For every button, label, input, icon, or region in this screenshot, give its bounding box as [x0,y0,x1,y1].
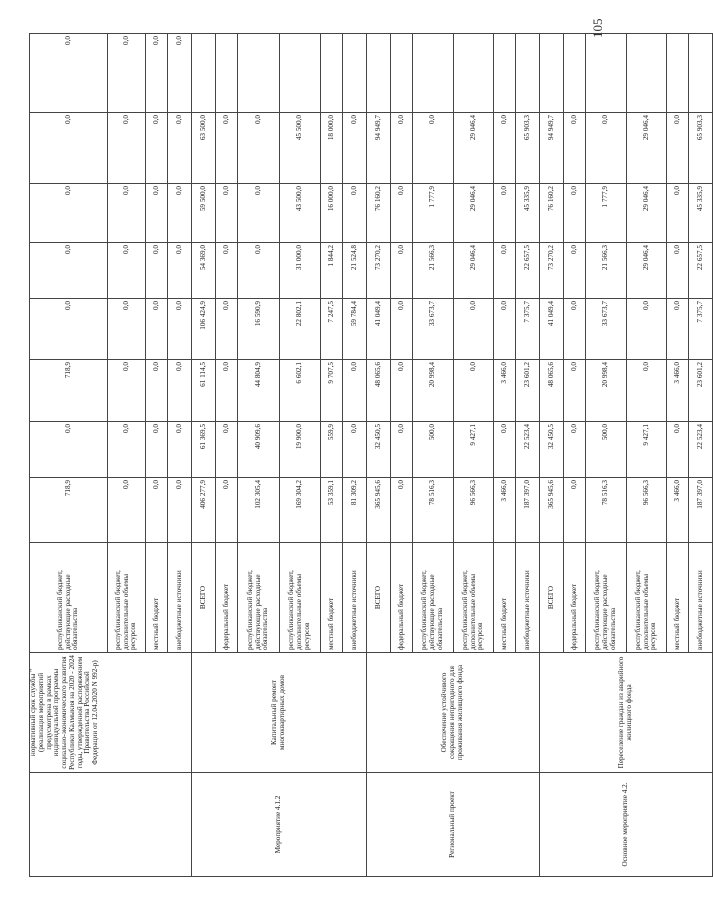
funding-source-cell: внебюджетные источники [343,543,367,653]
value-cell [564,34,586,113]
table-row [367,34,391,877]
value-cell [586,34,627,113]
value-cell [192,34,216,113]
value-cell: 32 450,5 [540,422,564,478]
rotated-table-container [29,34,704,877]
value-cell: 0,0 [413,113,454,184]
value-cell: 0,0 [146,113,168,184]
value-cell: 0,0 [216,113,238,184]
value-cell: 0,0 [30,184,108,243]
value-cell [627,34,667,113]
value-cell: 0,0 [391,113,413,184]
value-cell: 0,0 [627,360,667,422]
value-cell: 0,0 [391,478,413,543]
value-cell: 81 309,2 [343,478,367,543]
value-cell: 0,0 [564,360,586,422]
funding-source-cell: местный бюджет [667,543,689,653]
value-cell: 0,0 [391,422,413,478]
value-cell: 0,0 [627,299,667,360]
value-cell [238,34,280,113]
value-cell: 22 523,4 [516,422,540,478]
value-cell [454,34,494,113]
value-cell: 3 466,0 [667,478,689,543]
value-cell: 0,0 [586,113,627,184]
value-cell [280,34,321,113]
value-cell [516,34,540,113]
value-cell: 9 427,1 [627,422,667,478]
value-cell: 59 500,0 [192,184,216,243]
value-cell: 96 566,3 [454,478,494,543]
value-cell: 500,0 [586,422,627,478]
budget-table [29,33,713,877]
funding-source-cell: республиканский бюджет, действующие расходные обязательства [413,543,454,653]
value-cell: 20 998,4 [586,360,627,422]
funding-source-cell: республиканский бюджет, действующие расходные обязательства [30,543,108,653]
activity-name-cell: Капитальный ремонт многоквартирных домов [192,653,367,773]
value-cell: 7 375,7 [689,299,713,360]
value-cell: 73 270,2 [540,243,564,299]
value-cell: 3 466,0 [667,360,689,422]
activity-name-cell: нормативный срок службы "(реализация мероприятий предусмотрена в рамках индивидуальной программы социально-экономического развития Республики Калмыкия на 2020 - 2024 годы, утвержденной распоряжением Правительства Российской Федерации от 12.04.2020 N 992-р) [30,653,192,773]
value-cell: 0,0 [564,184,586,243]
funding-source-cell: федеральный бюджет [564,543,586,653]
value-cell: 0,0 [667,184,689,243]
value-cell: 29 046,4 [454,113,494,184]
value-cell: 0,0 [146,243,168,299]
value-cell: 61 114,5 [192,360,216,422]
value-cell: 33 673,7 [413,299,454,360]
funding-source-cell: федеральный бюджет [216,543,238,653]
table-row [192,34,216,877]
activity-name-cell: Переселение граждан из аварийного жилищного фонда [540,653,713,773]
value-cell: 0,0 [108,360,146,422]
value-cell: 0,0 [146,360,168,422]
value-cell: 0,0 [216,299,238,360]
value-cell: 0,0 [238,184,280,243]
value-cell: 59 784,4 [343,299,367,360]
value-cell: 29 046,4 [627,243,667,299]
value-cell: 22 657,5 [516,243,540,299]
value-cell: 45 500,0 [280,113,321,184]
value-cell: 0,0 [216,478,238,543]
value-cell: 0,0 [146,34,168,113]
value-cell: 0,0 [108,243,146,299]
value-cell [540,34,564,113]
value-cell: 21 524,8 [343,243,367,299]
value-cell [216,34,238,113]
value-cell: 29 046,4 [454,184,494,243]
value-cell: 0,0 [168,184,192,243]
activity-code-cell: Мероприятие 4.1.2 [192,773,367,877]
value-cell: 3 466,0 [494,478,516,543]
value-cell [367,34,391,113]
value-cell: 0,0 [564,113,586,184]
value-cell: 0,0 [667,422,689,478]
value-cell: 23 601,2 [689,360,713,422]
value-cell: 0,0 [108,113,146,184]
funding-source-cell: республиканский бюджет, действующие расходные обязательства [238,543,280,653]
value-cell [343,34,367,113]
value-cell: 1 844,2 [321,243,343,299]
value-cell: 0,0 [146,422,168,478]
value-cell: 7 375,7 [516,299,540,360]
value-cell: 0,0 [391,360,413,422]
value-cell: 16 590,9 [238,299,280,360]
value-cell: 0,0 [30,243,108,299]
value-cell: 31 000,0 [280,243,321,299]
value-cell: 0,0 [168,360,192,422]
value-cell: 1 777,9 [586,184,627,243]
value-cell: 0,0 [667,299,689,360]
value-cell: 21 566,3 [586,243,627,299]
value-cell: 9 427,1 [454,422,494,478]
value-cell: 0,0 [108,478,146,543]
value-cell: 0,0 [391,243,413,299]
value-cell: 0,0 [146,478,168,543]
value-cell: 187 397,0 [516,478,540,543]
value-cell: 106 424,9 [192,299,216,360]
value-cell: 0,0 [168,299,192,360]
funding-source-cell: республиканский бюджет, дополнительные объемы ресурсов [627,543,667,653]
value-cell: 20 998,4 [413,360,454,422]
value-cell: 29 046,4 [454,243,494,299]
value-cell: 48 065,6 [367,360,391,422]
value-cell: 0,0 [146,184,168,243]
value-cell: 76 160,2 [540,184,564,243]
value-cell [494,34,516,113]
value-cell: 29 046,4 [627,184,667,243]
value-cell: 102 305,4 [238,478,280,543]
value-cell: 0,0 [216,243,238,299]
funding-source-cell: местный бюджет [146,543,168,653]
page-number: 105 [590,18,605,38]
value-cell: 41 049,4 [367,299,391,360]
value-cell: 0,0 [108,184,146,243]
funding-source-cell: республиканский бюджет, дополнительные объемы ресурсов [108,543,146,653]
activity-code-cell: Региональный проект [367,773,540,877]
value-cell: 406 277,9 [192,478,216,543]
value-cell: 94 949,7 [367,113,391,184]
value-cell: 48 065,6 [540,360,564,422]
value-cell: 23 601,2 [516,360,540,422]
value-cell: 718,9 [30,360,108,422]
value-cell: 0,0 [343,360,367,422]
value-cell: 6 602,1 [280,360,321,422]
funding-source-cell: республиканский бюджет, дополнительные объемы ресурсов [280,543,321,653]
funding-source-cell: внебюджетные источники [168,543,192,653]
value-cell: 365 945,6 [367,478,391,543]
value-cell: 33 673,7 [586,299,627,360]
value-cell: 65 903,3 [516,113,540,184]
activity-name-cell: Обеспечение устойчивого сокращения непригодного для проживания жилищного фонда [367,653,540,773]
value-cell: 0,0 [494,184,516,243]
value-cell: 365 945,6 [540,478,564,543]
value-cell: 54 369,0 [192,243,216,299]
value-cell: 45 335,9 [689,184,713,243]
value-cell: 76 160,2 [367,184,391,243]
value-cell: 0,0 [391,299,413,360]
funding-source-cell: ВСЕГО [540,543,564,653]
value-cell: 0,0 [216,422,238,478]
value-cell: 500,0 [413,422,454,478]
value-cell [321,34,343,113]
value-cell: 29 046,4 [627,113,667,184]
value-cell: 22 523,4 [689,422,713,478]
value-cell: 0,0 [168,34,192,113]
value-cell: 0,0 [494,243,516,299]
table-row [540,34,564,877]
value-cell: 718,9 [30,478,108,543]
value-cell: 0,0 [564,299,586,360]
table-row [30,34,108,877]
value-cell: 0,0 [667,243,689,299]
value-cell: 61 369,5 [192,422,216,478]
funding-source-cell: федеральный бюджет [391,543,413,653]
value-cell: 41 049,4 [540,299,564,360]
value-cell: 22 657,5 [689,243,713,299]
value-cell: 0,0 [108,422,146,478]
value-cell: 0,0 [564,422,586,478]
value-cell: 16 000,0 [321,184,343,243]
value-cell: 65 903,3 [689,113,713,184]
value-cell: 63 500,0 [192,113,216,184]
value-cell: 96 566,3 [627,478,667,543]
value-cell: 0,0 [168,243,192,299]
value-cell: 0,0 [667,113,689,184]
value-cell: 0,0 [564,243,586,299]
funding-source-cell: местный бюджет [321,543,343,653]
value-cell: 7 247,5 [321,299,343,360]
value-cell: 0,0 [343,184,367,243]
value-cell: 0,0 [30,299,108,360]
value-cell: 45 335,9 [516,184,540,243]
value-cell: 53 359,1 [321,478,343,543]
value-cell: 0,0 [108,299,146,360]
value-cell: 0,0 [238,243,280,299]
value-cell: 0,0 [108,34,146,113]
value-cell: 44 804,9 [238,360,280,422]
value-cell: 0,0 [146,299,168,360]
value-cell: 19 900,0 [280,422,321,478]
value-cell: 9 707,5 [321,360,343,422]
value-cell: 0,0 [343,422,367,478]
value-cell [667,34,689,113]
value-cell: 0,0 [216,360,238,422]
value-cell: 94 949,7 [540,113,564,184]
value-cell: 559,9 [321,422,343,478]
value-cell: 32 450,5 [367,422,391,478]
funding-source-cell: внебюджетные источники [516,543,540,653]
value-cell: 22 802,1 [280,299,321,360]
value-cell: 0,0 [238,113,280,184]
activity-code-cell: Основное мероприятие 4.2. [540,773,713,877]
value-cell: 40 909,6 [238,422,280,478]
value-cell: 3 466,0 [494,360,516,422]
value-cell: 0,0 [343,113,367,184]
value-cell: 0,0 [168,478,192,543]
funding-source-cell: ВСЕГО [367,543,391,653]
value-cell [689,34,713,113]
value-cell: 43 500,0 [280,184,321,243]
activity-code-cell [30,773,192,877]
value-cell: 0,0 [216,184,238,243]
value-cell: 0,0 [454,360,494,422]
value-cell: 18 000,0 [321,113,343,184]
funding-source-cell: ВСЕГО [192,543,216,653]
value-cell: 21 566,3 [413,243,454,299]
funding-source-cell: республиканский бюджет, действующие расходные обязательства [586,543,627,653]
value-cell: 187 397,0 [689,478,713,543]
value-cell: 0,0 [30,422,108,478]
value-cell: 0,0 [454,299,494,360]
value-cell: 0,0 [494,113,516,184]
value-cell: 0,0 [30,113,108,184]
value-cell: 0,0 [494,299,516,360]
funding-source-cell: республиканский бюджет, дополнительные объемы ресурсов [454,543,494,653]
value-cell: 0,0 [391,184,413,243]
table-body [30,34,713,877]
value-cell: 0,0 [168,422,192,478]
value-cell: 78 516,3 [413,478,454,543]
value-cell [391,34,413,113]
value-cell [413,34,454,113]
value-cell: 0,0 [168,113,192,184]
value-cell: 78 516,3 [586,478,627,543]
value-cell: 0,0 [564,478,586,543]
funding-source-cell: местный бюджет [494,543,516,653]
value-cell: 0,0 [494,422,516,478]
value-cell: 169 304,2 [280,478,321,543]
value-cell: 1 777,9 [413,184,454,243]
funding-source-cell: внебюджетные источники [689,543,713,653]
value-cell: 0,0 [30,34,108,113]
value-cell: 73 270,2 [367,243,391,299]
